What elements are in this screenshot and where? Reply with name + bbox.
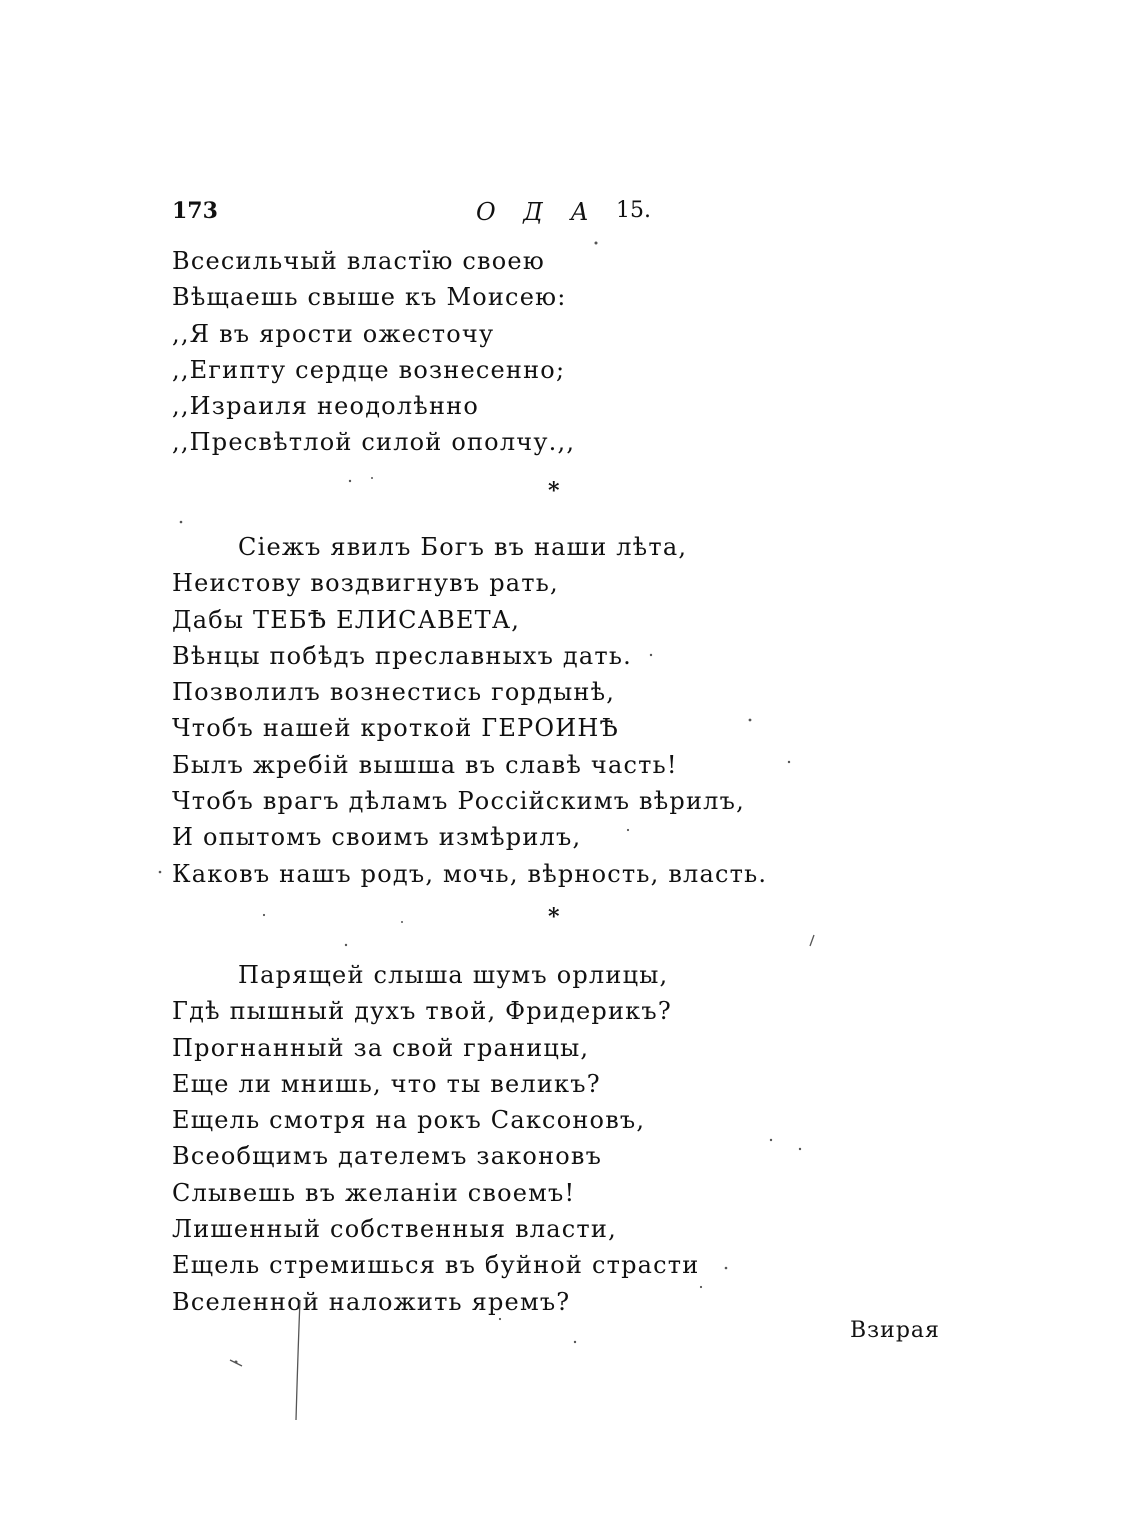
stanza-separator: * [548,904,560,930]
catchword: Взирая [850,1318,940,1343]
verse-line: Позволилъ вознестись гордынѣ, [172,678,616,707]
verse-line: Неистову воздвигнувъ рать, [172,569,559,598]
verse-line: Лишенный собственныя власти, [172,1215,617,1244]
verse-line: Былъ жребiй вышша въ славѣ часть! [172,750,678,779]
verse-line: Прогнанный за свой границы, [172,1033,590,1062]
verse-line: Еще ли мнишь, что ты великъ? [172,1069,601,1098]
verse-line: Чтобъ нашей кроткой ГЕРОИНѢ [172,714,620,743]
ode-number: 15. [616,198,651,223]
verse-line: Дабы ТЕБѢ ЕЛИСАВЕТА, [172,605,521,634]
verse-line: Всесильчый властїю своею [172,247,545,275]
verse-line: ,,Египту сердце вознесенно; [172,355,566,384]
page-number: 173 [172,198,218,224]
verse-line: Ещель смотря на рокъ Саксоновъ, [172,1106,646,1135]
verse-line: Всеобщимъ дателемъ законовъ [172,1142,603,1171]
verse-line: Вселенной наложить яремъ? [172,1287,571,1316]
verse-line: Слывешь въ желанiи своемъ! [172,1178,576,1207]
verse-line: ,,Израиля неодолѣнно [172,392,479,421]
verse-line: Ещель стремишься въ буйной страсти [172,1251,700,1280]
verse-line: Сiежъ явилъ Богъ въ наши лѣта, [238,533,688,561]
verse-line: И опытомъ своимъ измѣрилъ, [172,823,582,852]
verse-line: Вѣнцы побѣдъ преславныхъ дать. [172,641,632,670]
running-title: О Д А [476,198,599,226]
verse-line: ,,Пресвѣтлой силой ополчу.,, [172,428,576,457]
verse-line: Каковъ нашъ родъ, мочь, вѣрность, власть. [172,859,768,888]
stanza-separator: * [548,478,560,504]
verse-line: Вѣщаешь свыше къ Моисею: [172,283,567,312]
verse-line: ,,Я въ ярости ожесточу [172,319,495,348]
verse-line: Гдѣ пышный духъ твой, Фридерикъ? [172,997,672,1026]
verse-line: Чтобъ врагъ дѣламъ Россiйскимъ вѣрилъ, [172,787,745,816]
verse-line: Парящей слыша шумъ орлицы, [238,961,669,989]
